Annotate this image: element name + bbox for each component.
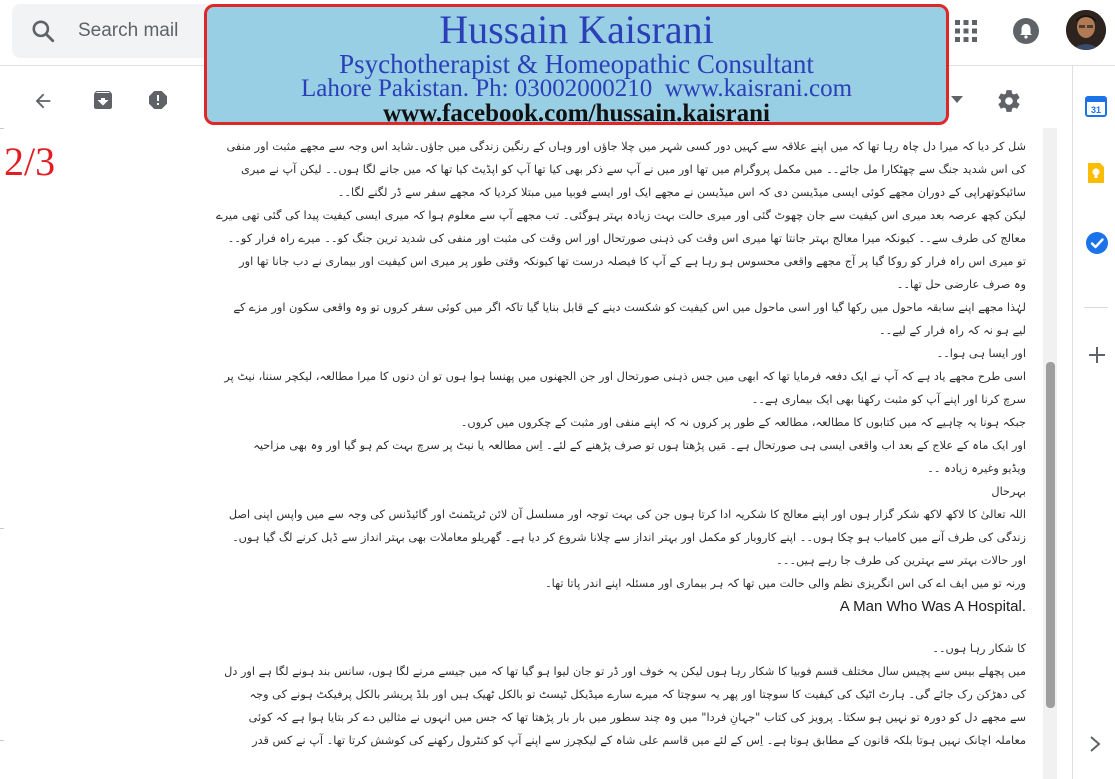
notifications-icon[interactable]	[1012, 17, 1040, 45]
calendar-day: 31	[1090, 105, 1102, 115]
message-line: جبکہ ہونا یہ چاہیے کہ میں کتابوں کا مطالعہ، مطالعہ کے طور پر کروں نہ کہ اپنے منفی اور مثبت کے چکروں میں کروں۔	[460, 416, 1026, 429]
add-addon-icon[interactable]	[1088, 346, 1106, 364]
edge-tick	[0, 128, 4, 129]
edge-tick	[0, 528, 4, 529]
search-icon[interactable]	[30, 18, 56, 44]
message-line: کا شکار رہا ہوں۔۔	[932, 642, 1026, 655]
message-line: ویڈیو وغیرہ زیادہ ۔۔	[927, 462, 1026, 475]
message-line: اللہ تعالیٰ کا لاکھ لاکھ شکر گزار ہوں اور اپنے معالج کا شکریہ ادا کرتا ہوں جن کی بہت توجہ اور مسلسل آن لائن ٹریٹمنٹ اور گائیڈنس کی وجہ سے میں واپس اپنی اصل	[228, 508, 1026, 521]
message-line: میں پچھلے بیس سے پچیس سال مختلف قسم فوبیا کا شکار رہا ہوں لیکن یہ خوف اور ڈر تو جان لیوا ہو گیا تھا کہ میں جیسے مرنے لگا ہوں، سانس بند ہونے لگا ہے اور دل	[224, 665, 1026, 678]
dropdown-icon[interactable]	[951, 96, 963, 104]
message-line: معاملہ اچانک نہیں ہوتا بلکہ قانون کے مطابق ہوتا ہے۔ اِس کے لئے میں قاسم علی شاہ کے لیکچرز سے اپنے آپ کو کنٹرول رکھنے کی کوشش کرتا تھا۔ آپ نے کس قدر	[252, 734, 1026, 747]
avatar[interactable]	[1066, 10, 1106, 50]
message-line: معالج کی طرف سے۔۔ کیونکہ میرا معالج بہتر جانتا تھا میری اس وقت کی ذہنی صورتحال اور اس وقت کی مثبت اور منفی کی شدید ترین جنگ کو۔۔ میرے راہ فرار کو۔۔	[227, 232, 1026, 245]
message-line: سے مجھے دل کو دورہ تو نہیں ہو سکتا۔ پرویز کی کتاب "جہانِ فردا" میں وہ چند سطور میں بار بار پڑھتا تھا کہ جس میں انہوں نے مثالیں دے کر بتایا ہوا ہے کہ کوئی	[248, 711, 1026, 724]
scrollbar-thumb[interactable]	[1046, 362, 1055, 708]
message-line: شل کر دیا کہ میرا دل چاہ رہا تھا کہ میں اپنے علاقہ سے کہیں دور کسی شہر میں چلا جاؤں اور وہاں کے رنگین زندگی میں جاؤں۔شاید اس وجہ سے مجھے مثبت اور منفی	[226, 140, 1026, 153]
edge-tick	[0, 740, 4, 741]
archive-icon[interactable]	[91, 88, 115, 112]
paragraph-gap	[96, 618, 1026, 637]
tasks-icon[interactable]	[1085, 231, 1109, 255]
banner-facebook: www.facebook.com/hussain.kaisrani	[383, 100, 770, 125]
message-line: ورنہ تو میں ایف اے کی اس انگریزی نظم والی حالت میں تھا کہ ہر بیماری اور مسئلہ اپنے اندر پاتا تھا۔	[545, 577, 1026, 590]
message-line: سرچ کرنا اور اپنے آپ کو مثبت رکھنا بھی ایک بیماری ہے۔۔	[751, 393, 1026, 406]
message-line: تو میری اس راہ فرار کو روکا گیا پر آج مجھے واقعی محسوس ہو رہا ہے کے آپ کا فیصلہ درست تھا کیونکہ وقتی طور پر میری اس کیفیت اور بیماری نے دب جانا تھا اور	[239, 255, 1026, 268]
message-line: زندگی کی طرف آنے میں کامیاب ہو چکا ہوں۔۔ اپنے کاروبار کو مکمل اور بہتر انداز سے چلانا شروع کر دیا ہے۔ گھریلو معاملات بھی بہتر انداز سے ڈیل کرنے لگ گیا ہوں۔	[232, 531, 1026, 544]
watermark-banner	[204, 4, 949, 125]
english-title-line: A Man Who Was A Hospital.	[839, 598, 1026, 615]
banner-title: Psychotherapist & Homeopathic Consultant	[339, 49, 814, 79]
settings-icon[interactable]	[996, 88, 1022, 114]
apps-icon[interactable]	[954, 19, 978, 43]
message-line: اسی طرح مجھے یاد ہے کہ آپ نے ایک دفعہ فرمایا تھا کہ ابھی میں جس ذہنی صورتحال اور جن الجھنوں میں پھنسا ہوا ہوں تو ان دنوں کا میرا مطالعہ، لیکچر سننا، نیٹ پر	[224, 370, 1026, 383]
search-placeholder: Search mail	[78, 20, 179, 41]
avatar-image	[1066, 10, 1106, 50]
message-line: اور ایک ماہ کے علاج کے بعد اب واقعی ایسی ہی صورتحال ہے۔ مَیں پڑھتا ہوں تو صرف پڑھنے کے لئے۔ اِس مطالعہ یا نیٹ پر سرچ بہت کم ہو گیا اور وہ بھی مزاحیہ	[253, 439, 1026, 452]
message-line: لیے ہو نہ کہ راہ فرار کے لیے۔۔	[879, 324, 1026, 337]
message-line: کی دھڑکن رک جائے گی۔ ہارٹ اٹیک کی کیفیت کا سوچتا اور پھر یہ سوچتا کہ میرے سارے میڈیکل ٹیسٹ تو بالکل ٹھیک ہیں اور بلڈ پریشر بالکل پرفیکٹ ہونے کی وجہ	[249, 688, 1026, 701]
message-line: کی اس شدید جنگ سے چھٹکارا مل جائے۔۔ میں مکمل پروگرام میں تھا اور میں نے آپ سے ذکر بھی کیا تھا آپ کو اپڈیٹ کیا تھا کہ میں جانے لگا ہوں۔۔ لیکن آپ نے میری	[241, 163, 1026, 176]
message-line: سائیکوتھراپی کے دوران مجھے کوئی ایسی میڈیسن دی کہ اس میڈیسن نے مجھے ایک اور ایسے فوبیا میں مبتلا کردیا کہ مجھے سفر سے ڈر لگنے لگا۔۔	[337, 186, 1026, 199]
expand-panel-icon[interactable]	[1088, 736, 1102, 752]
message-body	[96, 135, 1026, 779]
search-input[interactable]	[12, 4, 232, 58]
message-line: لہٰذا مجھے اپنے سابقہ ماحول میں رکھا گیا اور اسی ماحول میں اس کیفیت کو شکست دینے کے قابل بنایا گیا تاکہ اگر میں کوئی سفر کروں تو وہ واقعی سکون اور مزے کے	[233, 301, 1026, 314]
banner-name: Hussain Kaisrani	[439, 7, 714, 52]
report-spam-icon[interactable]	[146, 88, 170, 112]
message-line: لیکن کچھ عرصہ بعد میری اس کیفیت سے جان چھوٹ گئی اور میری حالت بہت زیادہ بہتر ہوگئی۔ تب مجھے آپ سے معلوم ہوا کہ میری ایسی کیفیت پیدا کی گئی تھی میرے	[216, 209, 1026, 222]
message-line: اور ایسا ہی ہوا۔۔	[936, 347, 1026, 360]
page-counter: 2/3	[4, 139, 56, 184]
message-line: اور حالات بہتر سے بہترین کی طرف جا رہے ہیں۔۔۔	[776, 554, 1026, 567]
message-line: بہرحال	[991, 485, 1026, 498]
message-line: وہ صرف عارضی حل تھا۔۔	[896, 278, 1026, 291]
left-edge	[0, 128, 4, 779]
keep-icon[interactable]	[1085, 162, 1107, 184]
back-icon[interactable]	[32, 90, 54, 112]
panel-divider	[1084, 307, 1108, 308]
calendar-icon[interactable]	[1085, 95, 1107, 117]
banner-contact: Lahore Pakistan. Ph: 03002000210 www.kaisrani.com	[300, 75, 853, 102]
